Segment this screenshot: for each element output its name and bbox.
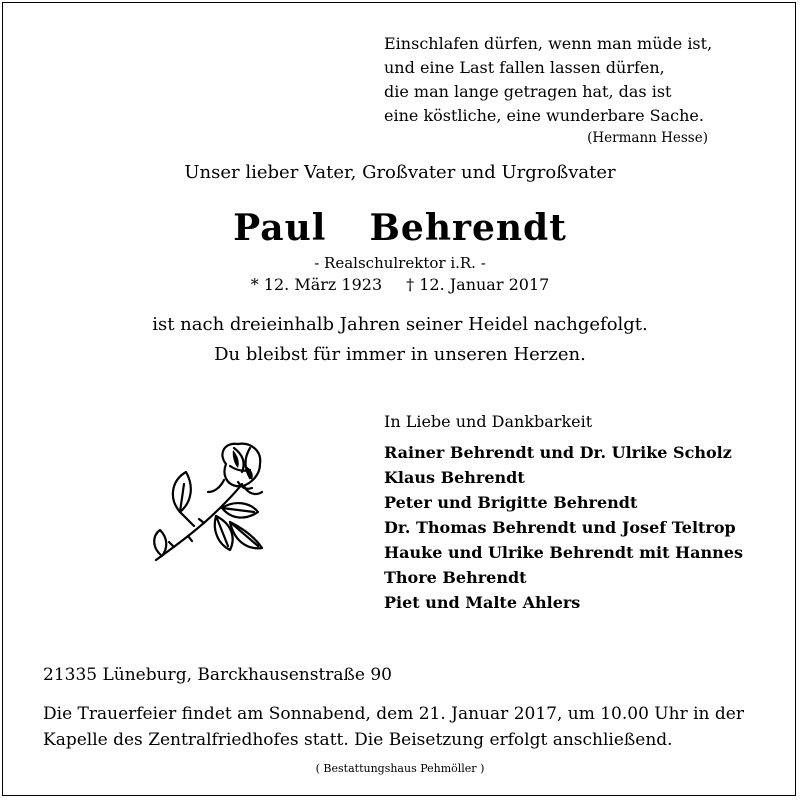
funeral-line: Die Trauerfeier findet am Sonnabend, dem 21. Januar 2017, um 10.00 Uhr in der <box>43 704 744 724</box>
mourners-block <box>384 410 784 615</box>
poem-block <box>384 32 714 148</box>
family-member: Hauke und Ulrike Behrendt mit Hannes <box>384 543 743 562</box>
deceased-name: Paul Behrendt <box>233 207 567 249</box>
poem-line: eine köstliche, eine wunderbare Sache. <box>384 106 704 125</box>
undertaker-credit: ( Bestattungshaus Pehmöller ) <box>315 762 485 775</box>
deceased-profession: - Realschulrektor i.R. - <box>314 254 486 272</box>
family-member: Klaus Behrendt <box>384 468 525 487</box>
family-member: Dr. Thomas Behrendt und Josef Teltrop <box>384 518 736 537</box>
family-member: Rainer Behrendt und Dr. Ulrike Scholz <box>384 443 732 462</box>
rose-icon <box>138 436 278 576</box>
family-member: Peter und Brigitte Behrendt <box>384 493 638 512</box>
memorial-message <box>0 310 800 370</box>
address-line: 21335 Lüneburg, Barckhausenstraße 90 <box>43 665 392 685</box>
family-member: Thore Behrendt <box>384 568 527 587</box>
death-date: † 12. Januar 2017 <box>406 275 550 294</box>
poem-line: die man lange getragen hat, das ist <box>384 82 672 101</box>
life-dates <box>0 274 800 296</box>
funeral-info <box>43 701 763 753</box>
message-line: Du bleibst für immer in unseren Herzen. <box>214 344 586 365</box>
intro-text: Unser lieber Vater, Großvater und Urgroßvater <box>184 162 616 183</box>
birth-date: * 12. März 1923 <box>250 275 383 294</box>
poem-author: (Hermann Hesse) <box>587 130 708 146</box>
thanks-line: In Liebe und Dankbarkeit <box>384 412 593 431</box>
poem-line: und eine Last fallen lassen dürfen, <box>384 58 665 77</box>
family-member: Piet und Malte Ahlers <box>384 593 581 612</box>
funeral-line: Kapelle des Zentralfriedhofes statt. Die Beisetzung erfolgt anschließend. <box>43 730 673 750</box>
message-line: ist nach dreieinhalb Jahren seiner Heidel nachgefolgt. <box>152 314 648 335</box>
poem-line: Einschlafen dürfen, wenn man müde ist, <box>384 34 713 53</box>
